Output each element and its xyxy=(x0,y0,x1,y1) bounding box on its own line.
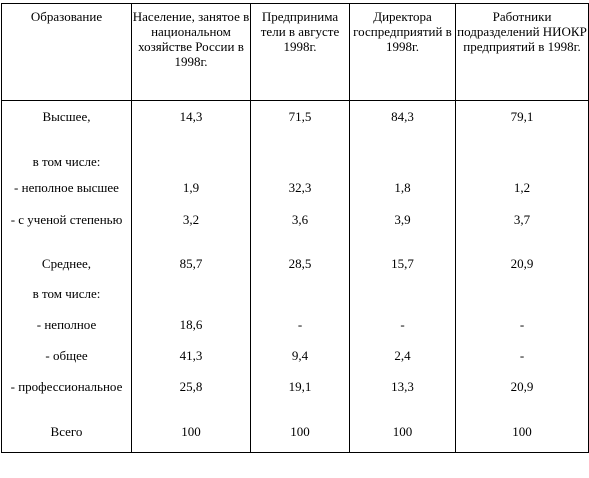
cell-value xyxy=(456,286,589,317)
cell-value: 19,1 xyxy=(251,379,350,424)
cell-value xyxy=(132,286,251,317)
cell-value: 3,7 xyxy=(456,212,589,256)
table-row xyxy=(2,101,589,155)
table-row xyxy=(2,424,589,453)
cell-value: 3,2 xyxy=(132,212,251,256)
cell-value: 3,6 xyxy=(251,212,350,256)
cell-value: 32,3 xyxy=(251,180,350,212)
header-population: Население, занятое в национальном хозяйстве России в 1998г. xyxy=(132,4,251,101)
cell-value: 1,8 xyxy=(350,180,456,212)
cell-value xyxy=(251,154,350,180)
cell-value: 15,7 xyxy=(350,256,456,286)
header-rnd-workers: Работники подразделений НИОКР предприятий в 1998г. xyxy=(456,4,589,101)
cell-value: 100 xyxy=(132,424,251,453)
cell-value: 25,8 xyxy=(132,379,251,424)
cell-value xyxy=(251,286,350,317)
cell-value: 41,3 xyxy=(132,348,251,379)
education-table xyxy=(1,3,589,453)
cell-value: 2,4 xyxy=(350,348,456,379)
row-label: - профессиональное xyxy=(2,379,132,424)
cell-value: 28,5 xyxy=(251,256,350,286)
table-row xyxy=(2,256,589,286)
table-row xyxy=(2,379,589,424)
cell-value: 100 xyxy=(456,424,589,453)
header-directors: Директора госпредприятий в 1998г. xyxy=(350,4,456,101)
cell-value: 20,9 xyxy=(456,256,589,286)
cell-value: 18,6 xyxy=(132,317,251,348)
cell-value xyxy=(350,154,456,180)
table-row xyxy=(2,154,589,180)
cell-value: 3,9 xyxy=(350,212,456,256)
cell-value: 79,1 xyxy=(456,101,589,155)
row-label: в том числе: xyxy=(2,286,132,317)
cell-value: 20,9 xyxy=(456,379,589,424)
row-label: Высшее, xyxy=(2,101,132,155)
table-row xyxy=(2,348,589,379)
cell-value: - xyxy=(456,348,589,379)
row-label: в том числе: xyxy=(2,154,132,180)
header-entrepreneurs: Предпринима тели в августе 1998г. xyxy=(251,4,350,101)
table-row xyxy=(2,212,589,256)
table-row xyxy=(2,180,589,212)
cell-value: 84,3 xyxy=(350,101,456,155)
row-label: - общее xyxy=(2,348,132,379)
cell-value: 71,5 xyxy=(251,101,350,155)
row-label: - неполное высшее xyxy=(2,180,132,212)
table-row xyxy=(2,286,589,317)
row-label: - с ученой степенью xyxy=(2,212,132,256)
cell-value xyxy=(350,286,456,317)
header-education: Образование xyxy=(2,4,132,101)
cell-value: - xyxy=(456,317,589,348)
cell-value: 100 xyxy=(350,424,456,453)
cell-value xyxy=(456,154,589,180)
cell-value: 13,3 xyxy=(350,379,456,424)
table-row xyxy=(2,317,589,348)
cell-value: - xyxy=(251,317,350,348)
row-label: Всего xyxy=(2,424,132,453)
row-label: - неполное xyxy=(2,317,132,348)
row-label: Среднее, xyxy=(2,256,132,286)
cell-value: 9,4 xyxy=(251,348,350,379)
cell-value xyxy=(132,154,251,180)
cell-value: 14,3 xyxy=(132,101,251,155)
cell-value: 100 xyxy=(251,424,350,453)
cell-value: - xyxy=(350,317,456,348)
cell-value: 1,9 xyxy=(132,180,251,212)
header-row xyxy=(2,4,589,101)
cell-value: 1,2 xyxy=(456,180,589,212)
cell-value: 85,7 xyxy=(132,256,251,286)
